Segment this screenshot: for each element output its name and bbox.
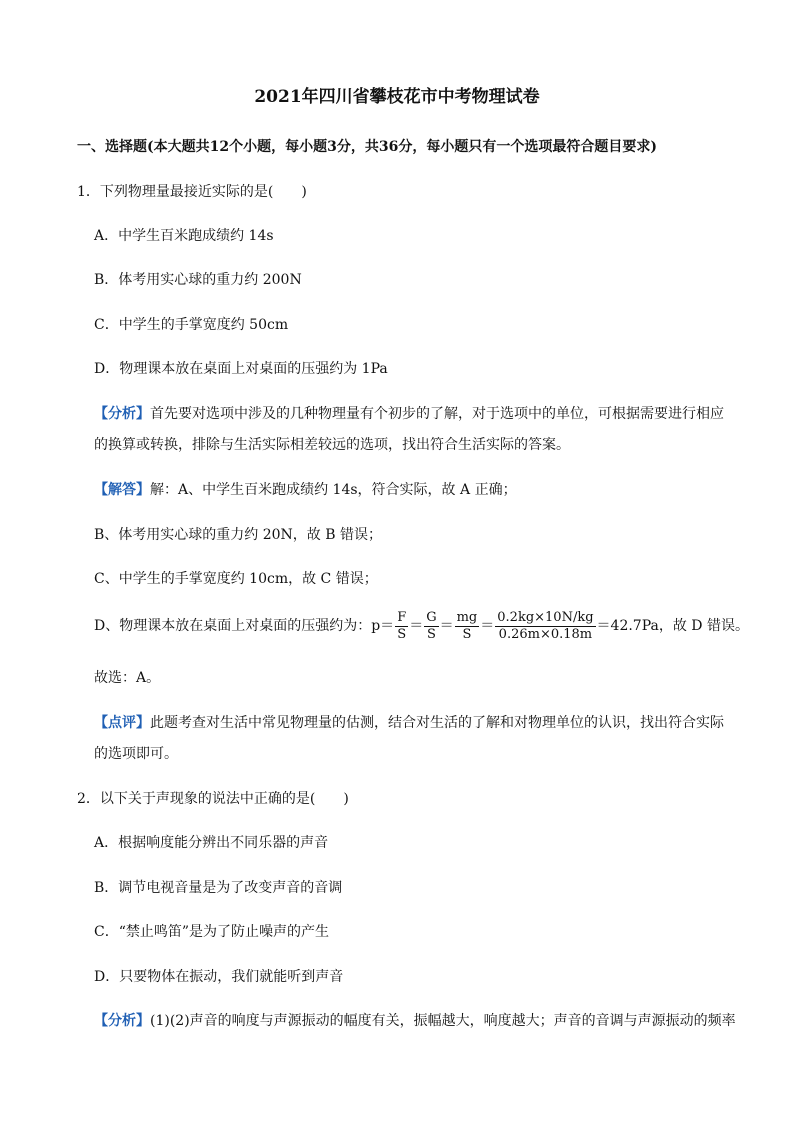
equals-sign: ＝ — [409, 618, 424, 634]
q2-option-b: B．调节电视音量是为了改变声音的音调 — [94, 880, 343, 896]
q1-analysis-line2: 的换算或转换，排除与生活实际相差较远的选项，找出符合生活实际的答案。 — [94, 437, 570, 453]
comment-tag: 【点评】 — [94, 715, 150, 731]
q1-analysis-text: 首先要对选项中涉及的几种物理量有个初步的了解，对于选项中的单位，可根据需要进行相应 — [150, 406, 724, 422]
fraction-g-over-s — [424, 610, 438, 643]
frac-denominator: S — [397, 626, 407, 642]
section-heading: 一、选择题(本大题共12个小题，每小题3分，共36分，每小题只有一个选项最符合题目要求) — [77, 139, 657, 155]
q1-answer-text: 解：A、中学生百米跑成绩约 14s，符合实际，故 A 正确； — [150, 482, 517, 498]
frac-numerator: F — [397, 609, 407, 625]
page-title: 2021年四川省攀枝花市中考物理试卷 — [254, 87, 540, 107]
fraction-numeric — [495, 610, 595, 643]
q1-comment — [94, 713, 724, 733]
fraction-f-over-s — [395, 610, 408, 643]
q1-answer — [94, 480, 517, 500]
equals-sign: ＝ — [480, 618, 495, 634]
frac-denominator: S — [426, 626, 436, 642]
q1-answer-line3: C、中学生的手掌宽度约 10cm，故 C 错误； — [94, 571, 378, 587]
q1-analysis — [94, 404, 724, 424]
q2-analysis — [94, 1011, 736, 1031]
frac-denominator: S — [462, 626, 472, 642]
q1-answer-line4 — [94, 608, 749, 644]
question-1-stem: 1．下列物理量最接近实际的是( ) — [77, 184, 307, 200]
analysis-tag: 【分析】 — [94, 406, 150, 422]
frac-numerator: 0.2kg×10N/kg — [497, 609, 594, 625]
q2-option-c: C．“禁止鸣笛”是为了防止噪声的产生 — [94, 924, 330, 940]
analysis-tag: 【分析】 — [94, 1013, 150, 1029]
q1-option-a: A．中学生百米跑成绩约 14s — [94, 228, 274, 244]
q1-option-c: C．中学生的手掌宽度约 50cm — [94, 317, 289, 333]
q1-comment-line2: 的选项即可。 — [94, 746, 178, 762]
formula-result: ＝42.7Pa，故 D 错误。 — [596, 618, 749, 634]
q2-analysis-text: (1)(2)声音的响度与声源振动的幅度有关，振幅越大，响度越大；声音的音调与声源振动的频率 — [150, 1013, 736, 1029]
q1-option-b: B．体考用实心球的重力约 200N — [94, 272, 302, 288]
q1-option-d: D．物理课本放在桌面上对桌面的压强约为 1Pa — [94, 361, 388, 377]
frac-numerator: G — [426, 609, 437, 625]
q2-option-a: A．根据响度能分辨出不同乐器的声音 — [94, 835, 329, 851]
q1-choice: 故选：A。 — [94, 670, 161, 686]
frac-denominator: 0.26m×0.18m — [498, 626, 593, 642]
equals-sign: ＝ — [439, 618, 454, 634]
formula-prefix: D、物理课本放在桌面上对桌面的压强约为：p＝ — [94, 618, 395, 634]
fraction-mg-over-s — [455, 610, 480, 643]
q2-option-d: D．只要物体在振动，我们就能听到声音 — [94, 969, 344, 985]
q1-comment-text: 此题考查对生活中常见物理量的估测，结合对生活的了解和对物理单位的认识，找出符合实际 — [150, 715, 724, 731]
answer-tag: 【解答】 — [94, 482, 150, 498]
q1-answer-line2: B、体考用实心球的重力约 20N，故 B 错误； — [94, 527, 382, 543]
question-2-stem: 2．以下关于声现象的说法中正确的是( ) — [77, 791, 349, 807]
frac-numerator: mg — [456, 609, 478, 625]
